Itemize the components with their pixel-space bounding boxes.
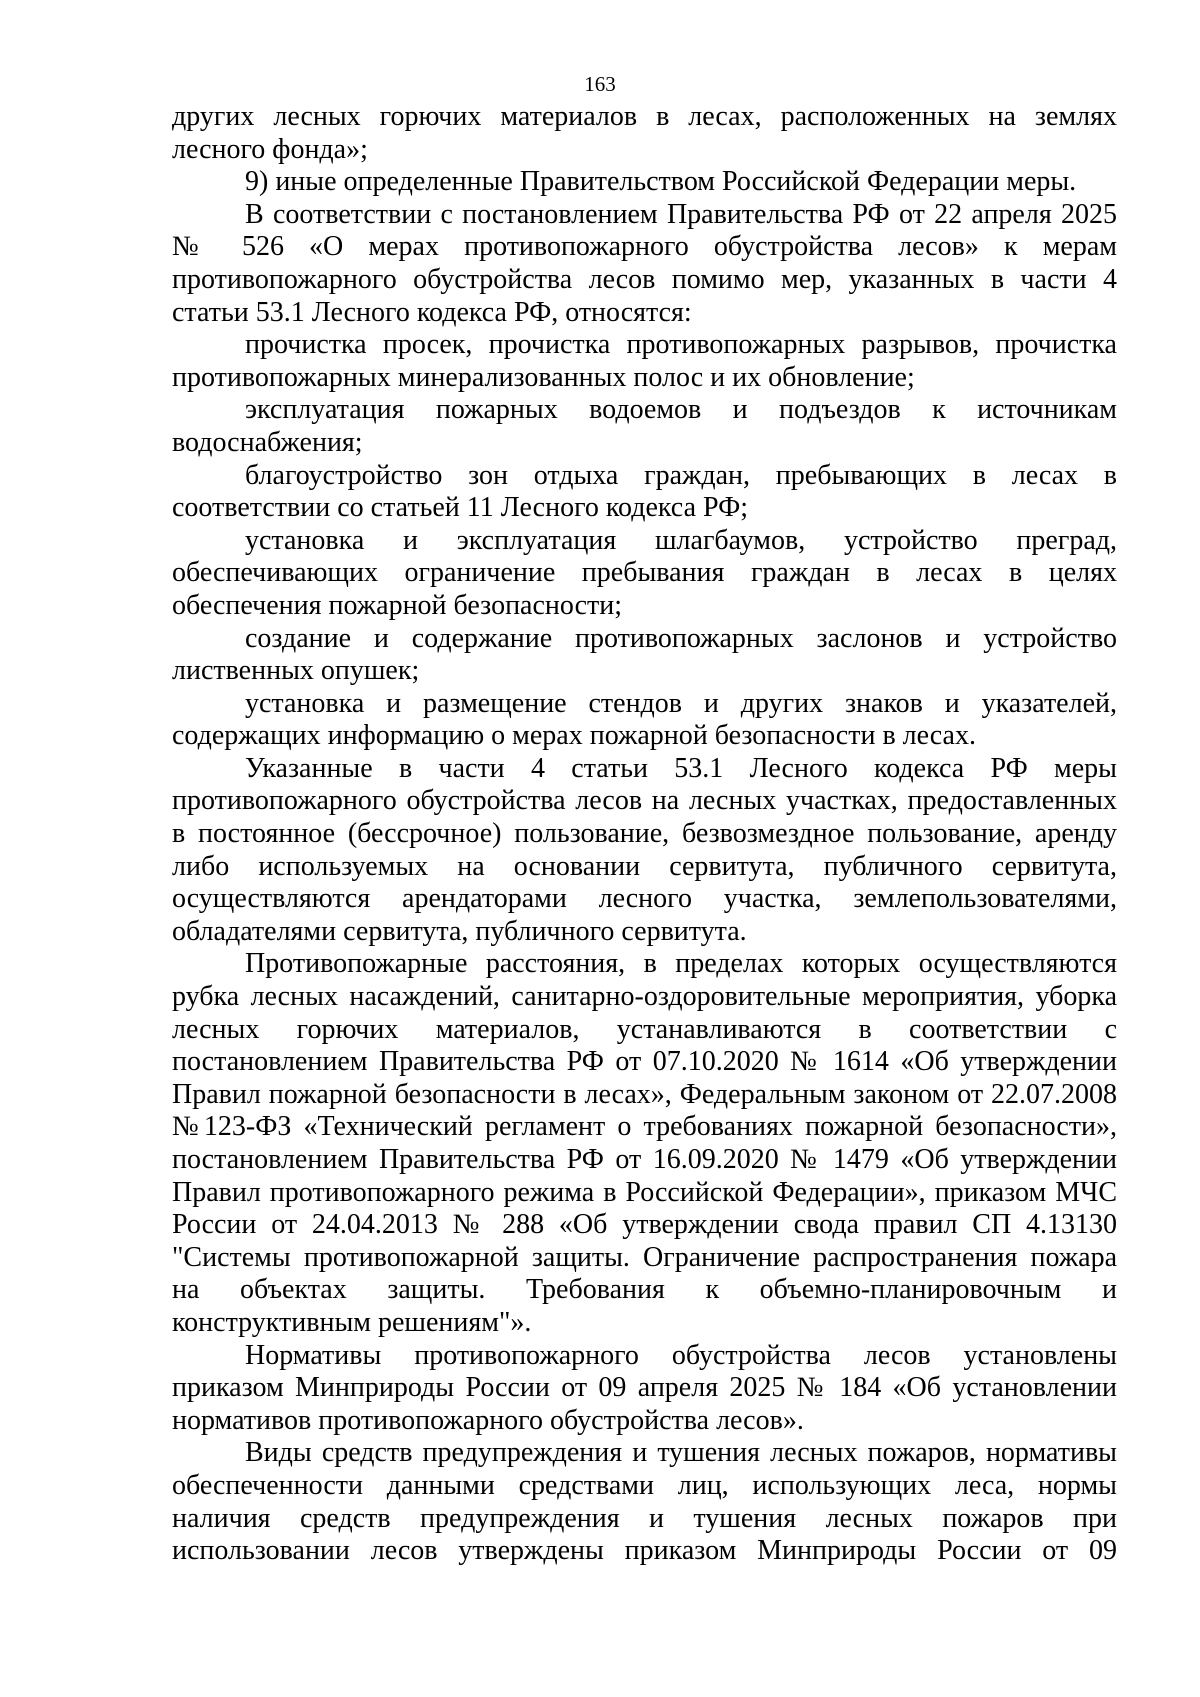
paragraph-fire-distances: Противопожарные расстояния, в пределах которых осуществляются рубка лесных насаждений, санитарно-оздоровительные мероприятия, уборка лесных горючих материалов, устанавливаются в соответствии с постановлением Правительства РФ от 07.10.2020 № 1614 «Об утверждении Правил пожарной безопасности в лесах», Федеральным законом от 22.07.2008 №123-ФЗ «Технический регламент о требованиях пожарной безопасности», постановлением Правительства РФ от 16.09.2020 № 1479 «Об утверждении Правил противопожарного режима в Российской Федерации», приказом МЧС России от 24.04.2013 № 288 «Об утверждении свода правил СП 4.13130 "Системы противопожарной защиты. Ограничение распространения пожара на объектах защиты. Требования к объемно-планировочным и конструктивным решениям"».: [172, 948, 1117, 1338]
page-number: 163: [584, 72, 616, 96]
list-item-clearing: прочистка просек, прочистка противопожарных разрывов, прочистка противопожарных минерализованных полос и их обновление;: [172, 329, 1117, 393]
paragraph-government-decree: В соответствии с постановлением Правительства РФ от 22 апреля 2025 № 526 «О мерах противопожарного обустройства лесов» к мерам противопожарного обустройства лесов помимо мер, указанных в части 4 статьи 53.1 Лесного кодекса РФ, относятся:: [172, 198, 1117, 328]
list-item-recreation-zones: благоустройство зон отдыха граждан, пребывающих в лесах в соответствии со статьей 11 Лесного кодекса РФ;: [172, 459, 1117, 524]
list-item-barriers: установка и эксплуатация шлагбаумов, устройство преград, обеспечивающих ограничение пребывания граждан в лесах в целях обеспечения пожарной безопасности;: [172, 524, 1117, 621]
list-item-firebreaks: создание и содержание противопожарных заслонов и устройство лиственных опушек;: [172, 622, 1117, 687]
document-body: [172, 101, 1117, 1568]
paragraph-continuation: других лесных горючих материалов в лесах, расположенных на землях лесного фонда»;: [172, 101, 1117, 165]
paragraph-responsible-parties: Указанные в части 4 статьи 53.1 Лесного кодекса РФ меры противопожарного обустройства лесов на лесных участках, предоставленных в постоянное (бессрочное) пользование, безвозмездное пользование, аренду либо используемых на основании сервитута, публичного сервитута, осуществляются арендаторами лесного участка, землепользователями, обладателями сервитута, публичного сервитута.: [172, 752, 1117, 947]
list-item-signs: установка и размещение стендов и других знаков и указателей, содержащих информацию о мерах пожарной безопасности в лесах.: [172, 687, 1117, 752]
paragraph-standards: Нормативы противопожарного обустройства лесов установлены приказом Минприроды России от 09 апреля 2025 № 184 «Об установлении нормативов противопожарного обустройства лесов».: [172, 1339, 1117, 1436]
paragraph-list-item-9: 9) иные определенные Правительством Российской Федерации меры.: [245, 166, 1077, 198]
list-item-water-bodies: эксплуатация пожарных водоемов и подъездов к источникам водоснабжения;: [172, 394, 1117, 458]
paragraph-fire-equipment: Виды средств предупреждения и тушения лесных пожаров, нормативы обеспеченности данными средствами лиц, использующих леса, нормы наличия средств предупреждения и тушения лесных пожаров при использовании лесов утверждены приказом Минприроды России от 09: [172, 1437, 1117, 1567]
